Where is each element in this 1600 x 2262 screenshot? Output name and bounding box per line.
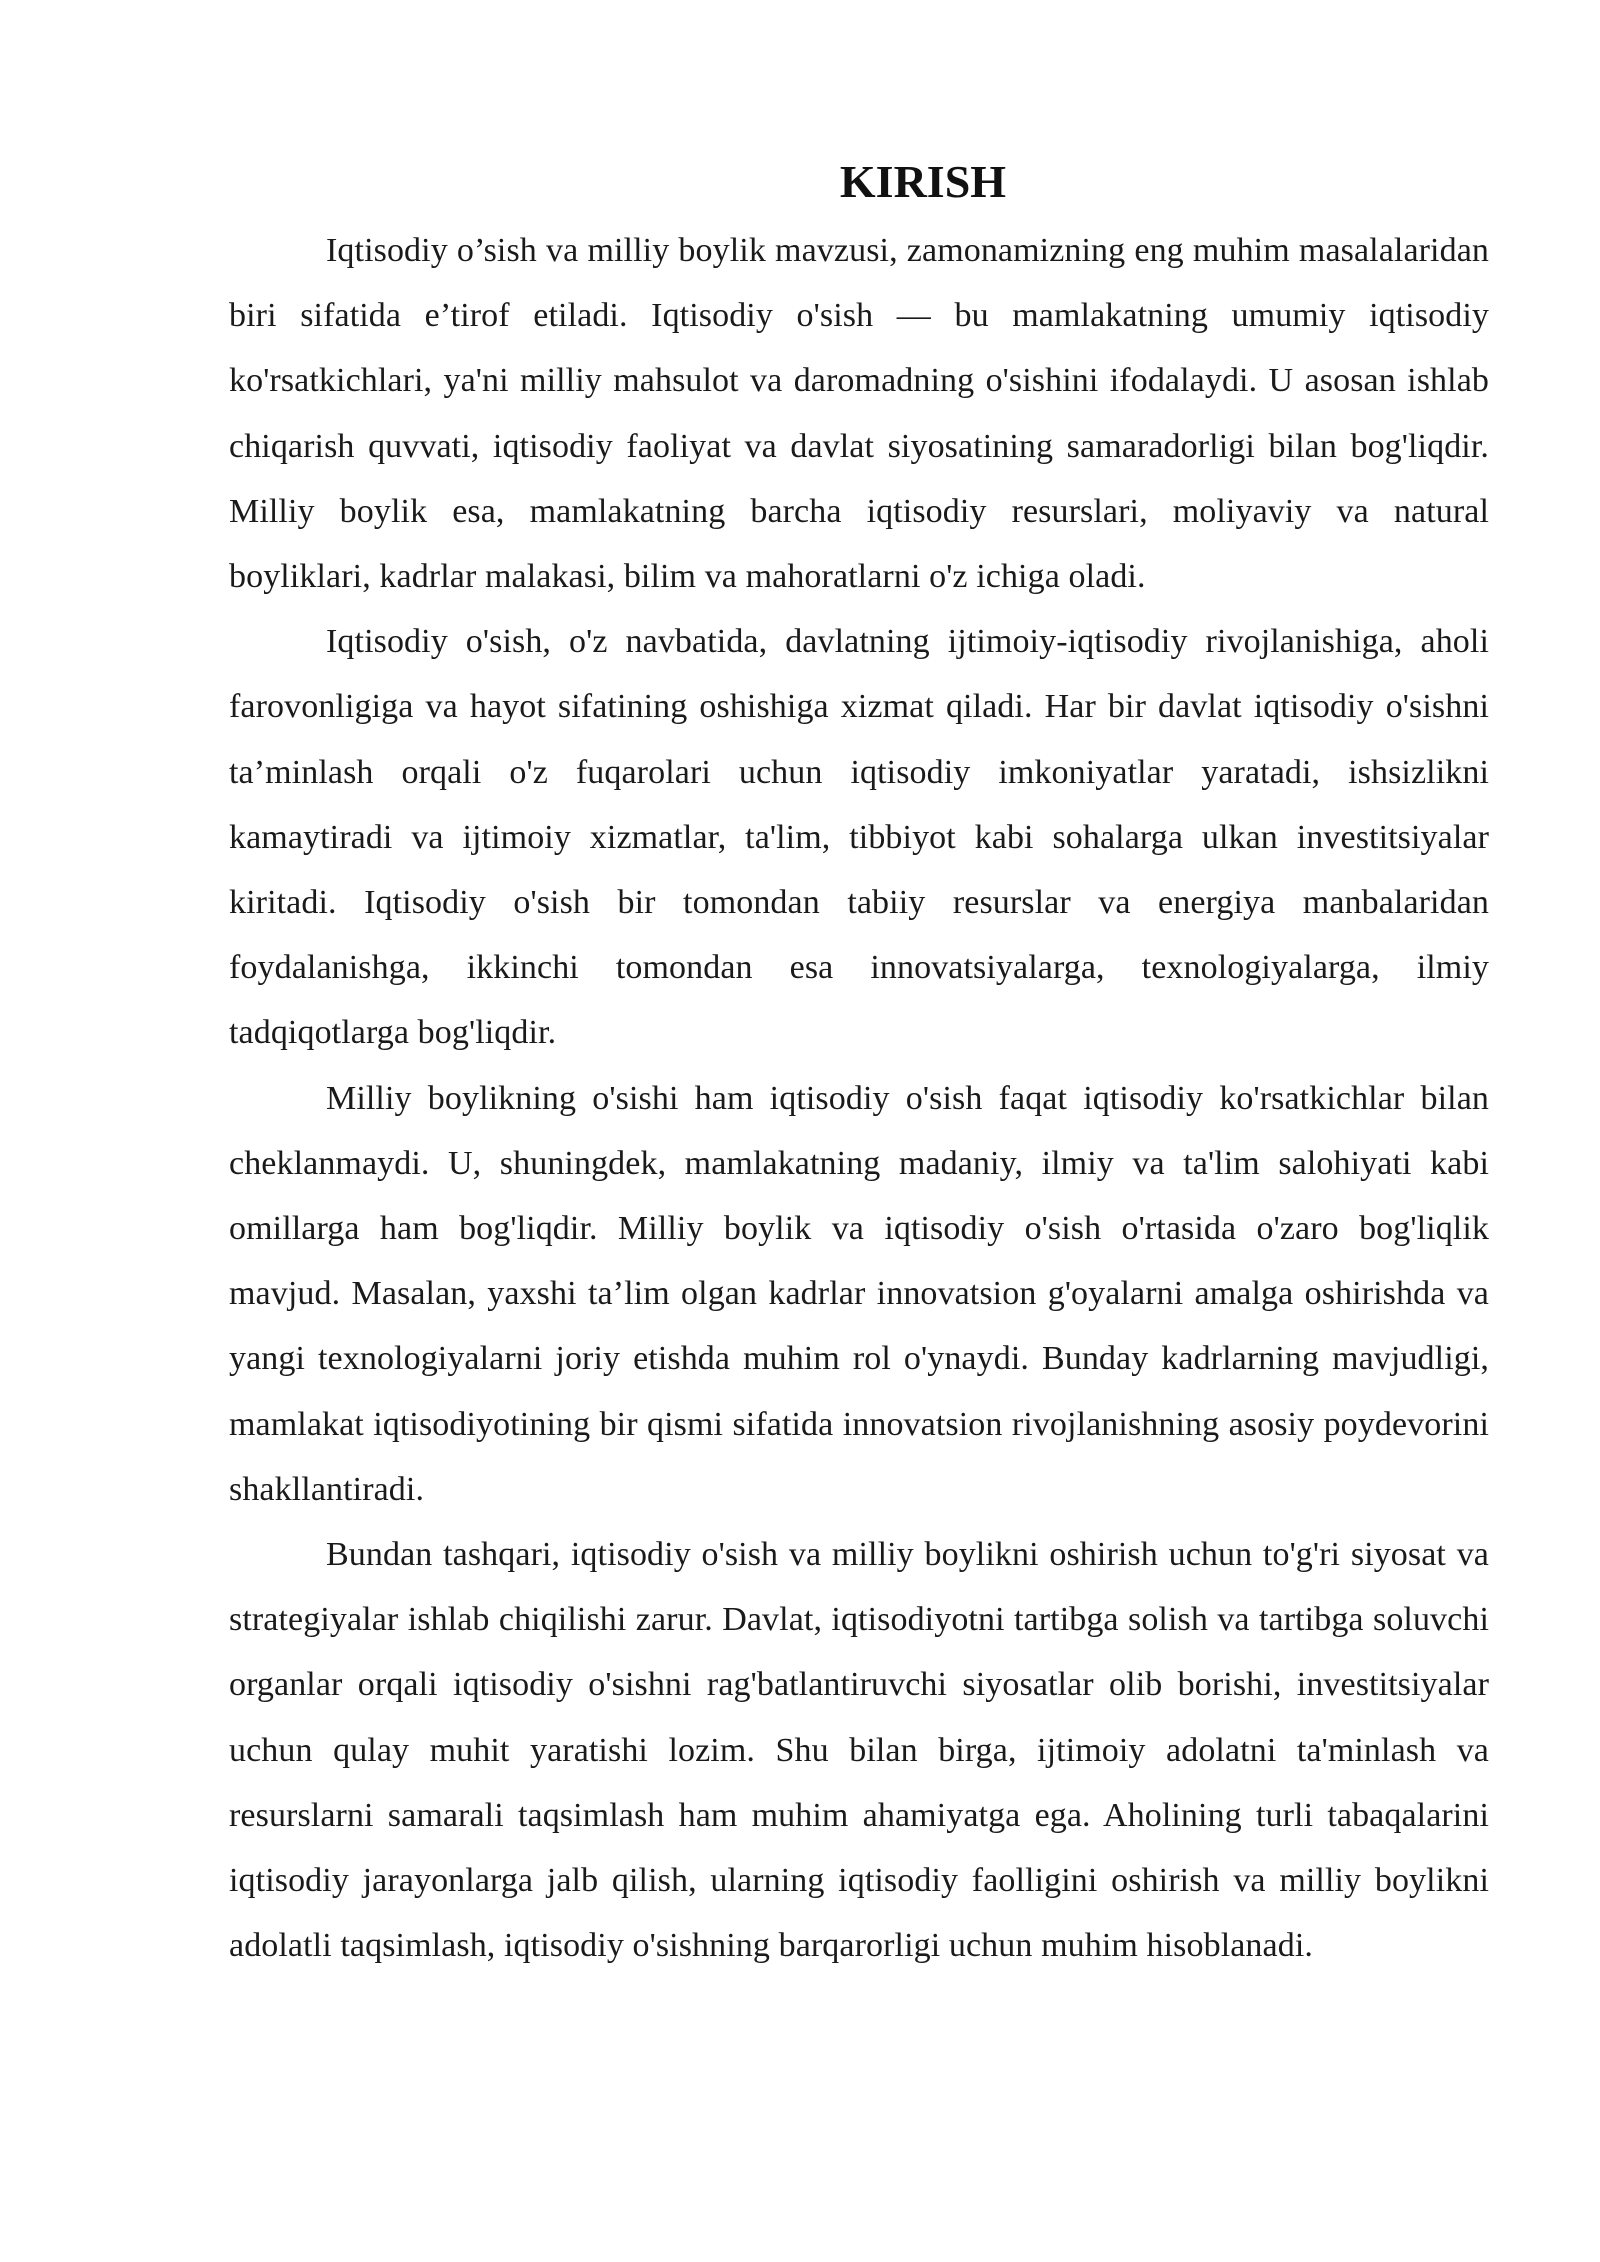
paragraph-3: Milliy boylikning o'sishi ham iqtisodiy o'sish faqat iqtisodiy ko'rsatkichlar bilan cheklanmaydi. U, shuningdek, mamlakatning madaniy, ilmiy va ta'lim salohiyati kabi omillarga ham bog'liqdir. Milliy boylik va iqtisodiy o'sish o'rtasida o'zaro bog'liqlik mavjud. Masalan, yaxshi ta’lim olgan kadrlar innovatsion g'oyalarni amalga oshirishda va yangi texnologiyalarni joriy etishda muhim rol o'ynaydi. Bunday kadrlarning mavjudligi, mamlakat iqtisodiyotining bir qismi sifatida innovatsion rivojlanishning asosiy poydevorini shakllantiradi. [229,1079,1489,1508]
paragraph-1: Iqtisodiy o’sish va milliy boylik mavzusi, zamonamizning eng muhim masalalaridan biri sifatida e’tirof etiladi. Iqtisodiy o'sish — bu mamlakatning umumiy iqtisodiy ko'rsatkichlari, ya'ni milliy mahsulot va daromadning o'sishini ifodalaydi. U asosan ishlab chiqarish quvvati, iqtisodiy faoliyat va davlat siyosatining samaradorligi bilan bog'liqdir. Milliy boylik esa, mamlakatning barcha iqtisodiy resurslari, moliyaviy va natural boyliklari, kadrlar malakasi, bilim va mahoratlarni o'z ichiga oladi. [229,232,1489,596]
document-body [229,150,1489,1978]
paragraph-2: Iqtisodiy o'sish, o'z navbatida, davlatning ijtimoiy-iqtisodiy rivojlanishiga, aholi farovonligiga va hayot sifatining oshishiga xizmat qiladi. Har bir davlat iqtisodiy o'sishni ta’minlash orqali o'z fuqarolari uchun iqtisodiy imkoniyatlar yaratadi, ishsizlikni kamaytiradi va ijtimoiy xizmatlar, ta'lim, tibbiyot kabi sohalarga ulkan investitsiyalar kiritadi. Iqtisodiy o'sish bir tomondan tabiiy resurslar va energiya manbalaridan foydalanishga, ikkinchi tomondan esa innovatsiyalarga, texnologiyalarga, ilmiy tadqiqotlarga bog'liqdir. [229,623,1489,1052]
document-title: KIRISH [839,156,1007,207]
paragraph-4: Bundan tashqari, iqtisodiy o'sish va milliy boylikni oshirish uchun to'g'ri siyosat va strategiyalar ishlab chiqilishi zarur. Davlat, iqtisodiyotni tartibga solish va tartibga soluvchi organlar orqali iqtisodiy o'sishni rag'batlantiruvchi siyosatlar olib borishi, investitsiyalar uchun qulay muhit yaratishi lozim. Shu bilan birga, ijtimoiy adolatni ta'minlash va resurslarni samarali taqsimlash ham muhim ahamiyatga ega. Aholining turli tabaqalarini iqtisodiy jarayonlarga jalb qilish, ularning iqtisodiy faolligini oshirish va milliy boylikni adolatli taqsimlash, iqtisodiy o'sishning barqarorligi uchun muhim hisoblanadi. [229,1536,1489,1965]
